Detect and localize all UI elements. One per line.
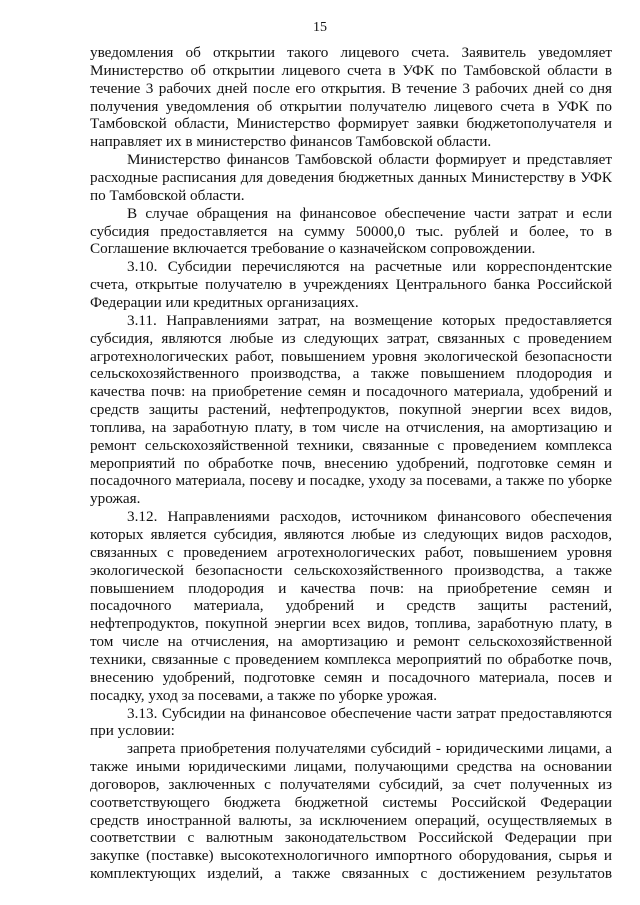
text-line: В случае обращения на финансовое обеспечение части затрат и если <box>127 204 612 222</box>
text-line: ремонт сельскохозяйственной техники, связанные с проведением комплекса <box>90 436 612 454</box>
text-line: сельскохозяйственного производства, а также повышением плодородия и <box>90 365 612 383</box>
text-line: Соглашение включается требование о казначейском сопровождении. <box>90 240 536 258</box>
text-line: Тамбовской области, Министерство формирует заявки бюджетополучателя и <box>90 115 612 133</box>
text-line: урожая. <box>90 490 141 508</box>
text-line: Министерство об открытии лицевого счета в УФК по Тамбовской области в <box>90 61 612 79</box>
text-line: получения уведомления об открытии получателю лицевого счета в УФК по <box>90 97 612 115</box>
text-line: по Тамбовской области. <box>90 186 245 204</box>
text-line: при условии: <box>90 722 175 740</box>
text-line: 3.12. Направлениями расходов, источником финансового обеспечения <box>127 508 612 526</box>
text-line: Министерство финансов Тамбовской области формирует и представляет <box>127 151 612 169</box>
text-line: экологической безопасности сельскохозяйственного производства, а также <box>90 561 612 579</box>
text-line: закупке (поставке) высокотехнологичного импортного оборудования, сырья и <box>90 847 612 865</box>
text-line: течение 3 рабочих дней после его открытия. В течение 3 рабочих дней со дня <box>90 79 612 97</box>
text-line: 3.10. Субсидии перечисляются на расчетные или корреспондентские <box>127 258 612 276</box>
text-line: расходные расписания для доведения бюджетных данных Министерству в УФК <box>90 169 612 186</box>
text-line: повышением плодородия и качества почв: на приобретение семян и <box>90 579 612 597</box>
text-line: мероприятий по обработке почв, внесению удобрений, подготовке семян и <box>90 454 612 472</box>
text-line: счета, открытые получателю в учреждениях Центрального банка Российской <box>90 276 612 294</box>
text-line: посадочного материала, удобрений и средств защиты растений, <box>90 597 612 615</box>
text-line: субсидия предоставляется на сумму 50000,0 тыс. рублей и более, то в <box>90 222 612 240</box>
text-line: 3.11. Направлениями затрат, на возмещение которых предоставляется <box>127 311 612 329</box>
text-line: запрета приобретения получателями субсидий - юридическими лицами, а <box>127 740 612 758</box>
text-line: связанных с проведением агротехнологических работ, повышением уровня <box>90 543 612 561</box>
text-line: договоров, заключенных с получателями субсидий, за счет полученных из <box>90 775 612 793</box>
text-line: 3.13. Субсидии на финансовое обеспечение части затрат предоставляются <box>127 704 612 722</box>
text-line: качества почв: на приобретение семян и посадочного материала, удобрений и <box>90 383 612 401</box>
text-line: посадку, уход за посевами, а также по уборке урожая. <box>90 686 438 704</box>
text-line: техники, связанные с проведением комплекса мероприятий по обработке почв, <box>90 650 612 668</box>
text-line: внесению удобрений, подготовке семян и посадочного материала, посев и <box>90 668 612 686</box>
text-line: посадочного материала, посеву и посадке, уходу за посевами, а также по уборке <box>90 472 612 490</box>
text-line: которых является субсидия, являются любые из следующих видов расходов, <box>90 526 612 543</box>
text-line: соответствующего бюджета бюджетной системы Российской Федерации <box>90 793 612 811</box>
page-number: 15 <box>313 20 327 35</box>
text-line: также иными юридическими лицами, получающими средства на основании <box>90 758 612 775</box>
text-line: Федерации или кредитных организациях. <box>90 293 359 311</box>
text-line: средств защиты растений, нефтепродуктов, покупной энергии всех видов, <box>90 401 612 418</box>
text-line: субсидия, являются любые из следующих затрат, связанных с проведением <box>90 329 612 347</box>
text-line: уведомления об открытии такого лицевого счета. Заявитель уведомляет <box>90 44 612 61</box>
text-line: топлива, на заработную плату, в том числе на отчисления, на амортизацию и <box>90 418 612 436</box>
text-line: нефтепродуктов, покупной энергии всех видов, топлива, заработную плату, в <box>90 615 612 633</box>
text-line: том числе на отчисления, на амортизацию и ремонт сельскохозяйственной <box>90 633 612 651</box>
text-line: направляет их в министерство финансов Тамбовской области. <box>90 133 492 151</box>
text-line: соответствии с валютным законодательством Российской Федерации при <box>90 829 612 847</box>
text-line: агротехнологических работ, повышением уровня экологической безопасности <box>90 347 612 365</box>
text-line: средств иностранной валюты, за исключением операций, осуществляемых в <box>90 811 612 829</box>
text-line: комплектующих изделий, а также связанных с достижением результатов <box>90 865 612 883</box>
